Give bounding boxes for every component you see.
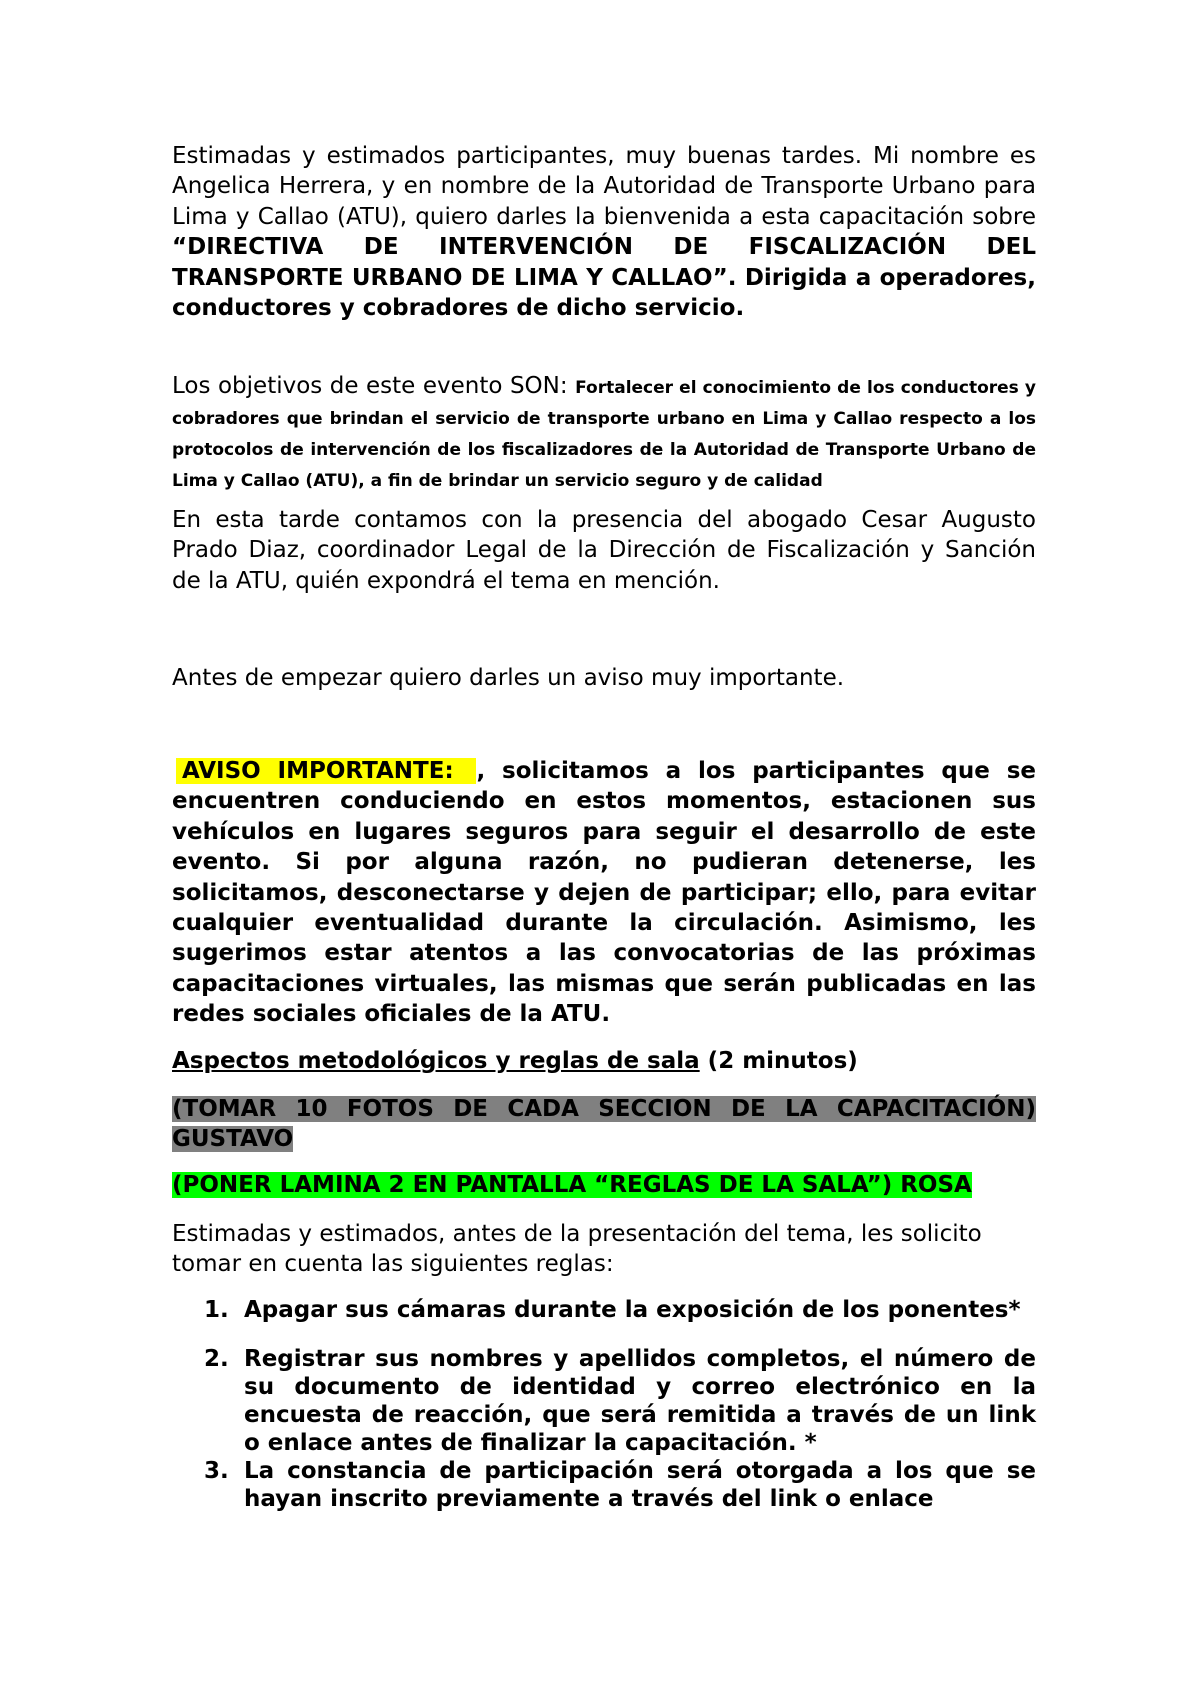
objectives-text: Fortalecer el conocimiento de los conductores y cobradores que brindan el servicio de transporte urbano en Lima y Callao respecto a los protocolos de intervención de los fiscalizadores de la Autoridad de Transporte Urbano de Lima y Callao (ATU), a fin de brindar un servicio seguro y de calidad (172, 378, 1036, 491)
intro-paragraph (172, 141, 1036, 323)
aspects-suffix: (2 minutos) (699, 1048, 858, 1074)
rule-text: Apagar sus cámaras durante la exposición de los ponentes* (244, 1297, 1021, 1323)
slide-note-highlight: (PONER LAMINA 2 EN PANTALLA “REGLAS DE LA SALA”) ROSA (172, 1172, 972, 1198)
notice-paragraph (172, 756, 1036, 1030)
rule-text: La constancia de participación será otorgada a los que se hayan inscrito previamente a través del link o enlace (244, 1458, 1036, 1512)
notice-label-highlight: AVISO IMPORTANTE: (176, 758, 476, 784)
intro-bold-text: “DIRECTIVA DE INTERVENCIÓN DE FISCALIZACIÓN DEL TRANSPORTE URBANO DE LIMA Y CALLAO”. Dirigida a operadores, conductores y cobradores de dicho servicio. (172, 234, 1036, 322)
objectives-lead: Los objetivos de este evento SON: (172, 373, 576, 399)
slide-note-paragraph (172, 1170, 1036, 1200)
notice-text: , solicitamos a los participantes que se encuentren conduciendo en estos momentos, estacionen sus vehículos en lugares seguros para seguir el desarrollo de este evento. Si por alguna razón, no pudieran detenerse, les solicitamos, desconectarse y dejen de participar; ello, para evitar cualquier eventualidad durante la circulación. Asimismo, les sugerimos estar atentos a las convocatorias de las próximas capacitaciones virtuales, las mismas que serán publicadas en las redes sociales oficiales de la ATU. (172, 758, 1036, 1028)
aspects-heading (172, 1046, 1036, 1076)
rule-item (172, 1345, 1036, 1457)
photo-note-highlight: (TOMAR 10 FOTOS DE CADA SECCION DE LA CAPACITACIÓN) GUSTAVO (172, 1096, 1036, 1153)
rules-intro-paragraph: Estimadas y estimados, antes de la presentación del tema, les solicito tomar en cuenta las siguientes reglas: (172, 1221, 982, 1278)
objectives-paragraph (172, 372, 1036, 496)
aspects-title: Aspectos metodológicos y reglas de sala (172, 1048, 700, 1074)
rule-item (172, 1295, 1036, 1325)
rule-item (172, 1457, 1036, 1513)
rule-number: 2. (204, 1346, 229, 1372)
before-start-paragraph: Antes de empezar quiero darles un aviso muy importante. (172, 665, 845, 691)
presence-paragraph: En esta tarde contamos con la presencia del abogado Cesar Augusto Prado Diaz, coordinador Legal de la Dirección de Fiscalización y Sanción de la ATU, quién expondrá el tema en mención. (172, 507, 1036, 594)
rule-number: 3. (204, 1458, 229, 1484)
rule-number: 1. (204, 1297, 229, 1323)
rules-list (172, 1295, 1036, 1513)
intro-text: Estimadas y estimados participantes, muy buenas tardes. Mi nombre es Angelica Herrera, y en nombre de la Autoridad de Transporte Urbano para Lima y Callao (ATU), quiero darles la bienvenida a esta capacitación sobre (172, 143, 1036, 230)
rule-text: Registrar sus nombres y apellidos completos, el número de su documento de identidad y correo electrónico en la encuesta de reacción, que será remitida a través de un link o enlace antes de finalizar la capacitación. * (244, 1346, 1036, 1456)
photo-note-paragraph (172, 1094, 1036, 1155)
